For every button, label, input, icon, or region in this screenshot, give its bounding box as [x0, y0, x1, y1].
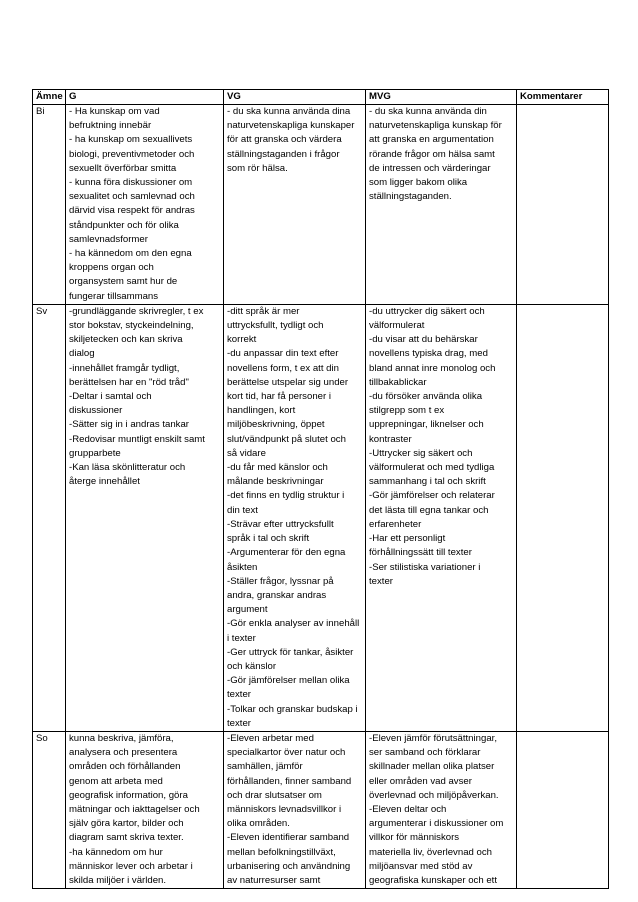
criteria-line: ståndpunkter och för olika	[69, 219, 179, 231]
criteria-line: andra, granskar andras	[227, 589, 327, 601]
criteria-line: av naturresurser samt	[227, 874, 321, 886]
criteria-line: själv göra kartor, bilder och	[69, 818, 184, 830]
criteria-line: miljöbeskrivning, öppet	[227, 419, 325, 431]
criteria-line: urbanisering och användning	[227, 860, 351, 872]
criteria-line: välformulerat och med tydliga	[369, 462, 495, 474]
mvg-criteria-cell	[366, 105, 517, 305]
criteria-line: handlingen, kort	[227, 405, 296, 417]
criteria-line: -Deltar i samtal och	[69, 391, 152, 403]
table-row	[33, 731, 609, 888]
criteria-line: texter	[227, 689, 251, 701]
criteria-line: -ditt språk är mer	[227, 305, 300, 317]
criteria-line: återge innehållet	[69, 476, 140, 488]
criteria-line: förhållanden, finner samband	[227, 775, 352, 787]
criteria-line: berättelse utspelar sig under	[227, 376, 349, 388]
criteria-line: -Redovisar muntligt enskilt samt	[69, 433, 205, 445]
criteria-line: -Gör enkla analyser av innehåll	[227, 618, 360, 630]
table-header-row	[33, 90, 609, 105]
criteria-line: -Argumenterar för den egna	[227, 547, 346, 559]
criteria-line: - kunna föra diskussioner om	[69, 177, 193, 189]
criteria-line: berättelsen har en "röd tråd"	[69, 376, 189, 388]
vg-criteria-cell	[224, 304, 366, 731]
criteria-line: upprepningar, liknelser och	[369, 419, 484, 431]
criteria-line: ställningstaganden.	[369, 191, 452, 203]
criteria-line: -Ger uttryck för tankar, åsikter	[227, 646, 354, 658]
criteria-line: -Gör jämförelser och relaterar	[369, 490, 495, 502]
criteria-line: -innehållet framgår tydligt,	[69, 362, 180, 374]
criteria-line: -du försöker använda olika	[369, 391, 483, 403]
criteria-line: - du ska kunna använda dina	[227, 106, 351, 117]
criteria-line: - ha kunskap om sexuallivets	[69, 134, 193, 146]
criteria-line: och känslor	[227, 660, 277, 672]
comment-cell	[517, 105, 609, 305]
criteria-line: -Kan läsa skönlitteratur och	[69, 462, 186, 474]
criteria-line: specialkartor över natur och	[227, 747, 346, 759]
criteria-line: kontraster	[369, 433, 412, 445]
grading-criteria-table	[32, 89, 609, 889]
subject-cell: So	[33, 731, 66, 888]
criteria-line: stilgrepp som t ex	[369, 405, 445, 417]
criteria-line: befruktning innebär	[69, 120, 152, 132]
criteria-line: skillnader mellan olika platser	[369, 761, 495, 773]
criteria-line: ser samband och förklarar	[369, 747, 481, 759]
criteria-line: grupparbete	[69, 447, 121, 459]
criteria-line: rörande frågor om hälsa samt	[369, 148, 495, 160]
criteria-line: sammanhang i tal och skrift	[369, 476, 486, 488]
criteria-line: texter	[369, 575, 393, 587]
vg-criteria-cell	[224, 105, 366, 305]
criteria-line: -Eleven jämför förutsättningar,	[369, 732, 497, 744]
criteria-line: diagram samt skriva texter.	[69, 832, 184, 844]
criteria-line: - du ska kunna använda din	[369, 106, 487, 117]
subject-cell: Bi	[33, 105, 66, 305]
g-criteria-cell	[66, 304, 224, 731]
criteria-line: - Ha kunskap om vad	[69, 106, 160, 117]
subject-cell: Sv	[33, 304, 66, 731]
header-vg: VG	[224, 90, 366, 105]
criteria-line: kroppens organ och	[69, 262, 154, 274]
criteria-line: olika områden.	[227, 818, 290, 830]
criteria-line: som rör hälsa.	[227, 162, 288, 174]
criteria-line: de intressen och värderingar	[369, 162, 491, 174]
comment-cell	[517, 304, 609, 731]
criteria-line: argumenterar i diskussioner om	[369, 818, 504, 830]
criteria-line: det lästa till egna tankar och	[369, 504, 489, 516]
header-comments: Kommentarer	[517, 90, 609, 105]
criteria-line: kunna beskriva, jämföra,	[69, 732, 174, 744]
criteria-line: -Tolkar och granskar budskap i	[227, 703, 358, 715]
criteria-line: samlevnadsformer	[69, 233, 148, 245]
criteria-line: naturvetenskapliga kunskaper	[227, 120, 355, 132]
criteria-line: åsikten	[227, 561, 258, 573]
criteria-line: därvid visa respekt för andras	[69, 205, 195, 217]
vg-criteria-cell	[224, 731, 366, 888]
criteria-line: miljöansvar med stöd av	[369, 860, 473, 872]
criteria-line: texter	[227, 717, 251, 729]
criteria-line: och drar slutsatser om	[227, 789, 322, 801]
criteria-line: -grundläggande skrivregler, t ex	[69, 305, 204, 317]
criteria-line: sexuellt överförbar smitta	[69, 162, 177, 174]
criteria-line: diskussioner	[69, 405, 123, 417]
criteria-line: att granska en argumentation	[369, 134, 494, 146]
criteria-line: överlevnad och miljöpåverkan.	[369, 789, 499, 801]
criteria-line: slut/vändpunkt på slutet och	[227, 433, 346, 445]
criteria-line: -du uttrycker dig säkert och	[369, 305, 485, 317]
criteria-line: -Ställer frågor, lyssnar på	[227, 575, 334, 587]
criteria-line: - ha kännedom om den egna	[69, 248, 192, 260]
criteria-line: i texter	[227, 632, 256, 644]
criteria-line: -det finns en tydlig struktur i	[227, 490, 345, 502]
criteria-line: ställningstaganden i frågor	[227, 148, 340, 160]
criteria-line: -Gör jämförelser mellan olika	[227, 675, 350, 687]
criteria-line: stor bokstav, styckeindelning,	[69, 320, 194, 332]
header-g: G	[66, 90, 224, 105]
table-row	[33, 304, 609, 731]
criteria-line: skiljetecken och kan skriva	[69, 334, 183, 346]
criteria-line: mätningar och iakttagelser och	[69, 803, 200, 815]
criteria-line: mellan befolkningstillväxt,	[227, 846, 336, 858]
criteria-line: välformulerat	[369, 320, 425, 332]
criteria-line: skilda miljöer i världen.	[69, 874, 167, 886]
header-subject: Ämne	[33, 90, 66, 105]
criteria-line: tillbakablickar	[369, 376, 427, 388]
criteria-line: analysera och presentera	[69, 747, 178, 759]
criteria-line: novellens typiska drag, med	[369, 348, 488, 360]
criteria-line: -Eleven deltar och	[369, 803, 447, 815]
criteria-line: -du får med känslor och	[227, 462, 328, 474]
criteria-line: som ligger bakom olika	[369, 177, 468, 189]
criteria-line: -Ser stilistiska variationer i	[369, 561, 481, 573]
table-row	[33, 105, 609, 305]
criteria-line: kort tid, har få personer i	[227, 391, 331, 403]
criteria-line: språk i tal och skrift	[227, 533, 310, 545]
header-mvg: MVG	[366, 90, 517, 105]
g-criteria-cell	[66, 731, 224, 888]
criteria-line: målande beskrivningar	[227, 476, 324, 488]
criteria-line: -Eleven arbetar med	[227, 732, 314, 744]
criteria-line: genom att arbeta med	[69, 775, 163, 787]
criteria-line: villkor för människors	[369, 832, 460, 844]
comment-cell	[517, 731, 609, 888]
criteria-line: -Sätter sig in i andras tankar	[69, 419, 189, 431]
criteria-line: uttrycksfullt, tydligt och	[227, 320, 324, 332]
criteria-line: -Uttrycker sig säkert och	[369, 447, 473, 459]
criteria-line: förhållningssätt till texter	[369, 547, 472, 559]
criteria-line: människors levnadsvillkor i	[227, 803, 342, 815]
criteria-line: -ha kännedom om hur	[69, 846, 163, 858]
criteria-line: så vidare	[227, 447, 266, 459]
criteria-line: människor lever och arbetar i	[69, 860, 193, 872]
criteria-line: erfarenheter	[369, 518, 422, 530]
criteria-line: sexualitet och samlevnad och	[69, 191, 195, 203]
criteria-line: samhällen, jämför	[227, 761, 303, 773]
criteria-line: eller områden vad avser	[369, 775, 472, 787]
criteria-line: korrekt	[227, 334, 257, 346]
criteria-line: för att granska och värdera	[227, 134, 342, 146]
criteria-line: materiella liv, överlevnad och	[369, 846, 492, 858]
criteria-line: din text	[227, 504, 258, 516]
criteria-line: dialog	[69, 348, 95, 360]
g-criteria-cell	[66, 105, 224, 305]
criteria-line: geografiska kunskaper och ett	[369, 874, 497, 886]
criteria-line: geografisk information, göra	[69, 789, 188, 801]
criteria-line: organsystem samt hur de	[69, 276, 178, 288]
mvg-criteria-cell	[366, 731, 517, 888]
criteria-line: -Har ett personligt	[369, 533, 446, 545]
criteria-line: naturvetenskapliga kunskap för	[369, 120, 502, 132]
criteria-line: bland annat inre monolog och	[369, 362, 496, 374]
criteria-line: områden och förhållanden	[69, 761, 181, 773]
criteria-line: -Eleven identifierar samband	[227, 832, 350, 844]
criteria-line: biologi, preventivmetoder och	[69, 148, 195, 160]
mvg-criteria-cell	[366, 304, 517, 731]
criteria-line: -du visar att du behärskar	[369, 334, 478, 346]
criteria-line: novellens form, t ex att din	[227, 362, 339, 374]
criteria-line: argument	[227, 604, 268, 616]
criteria-line: -Strävar efter uttrycksfullt	[227, 518, 334, 530]
criteria-line: -du anpassar din text efter	[227, 348, 339, 360]
criteria-line: fungerar tillsammans	[69, 290, 159, 302]
